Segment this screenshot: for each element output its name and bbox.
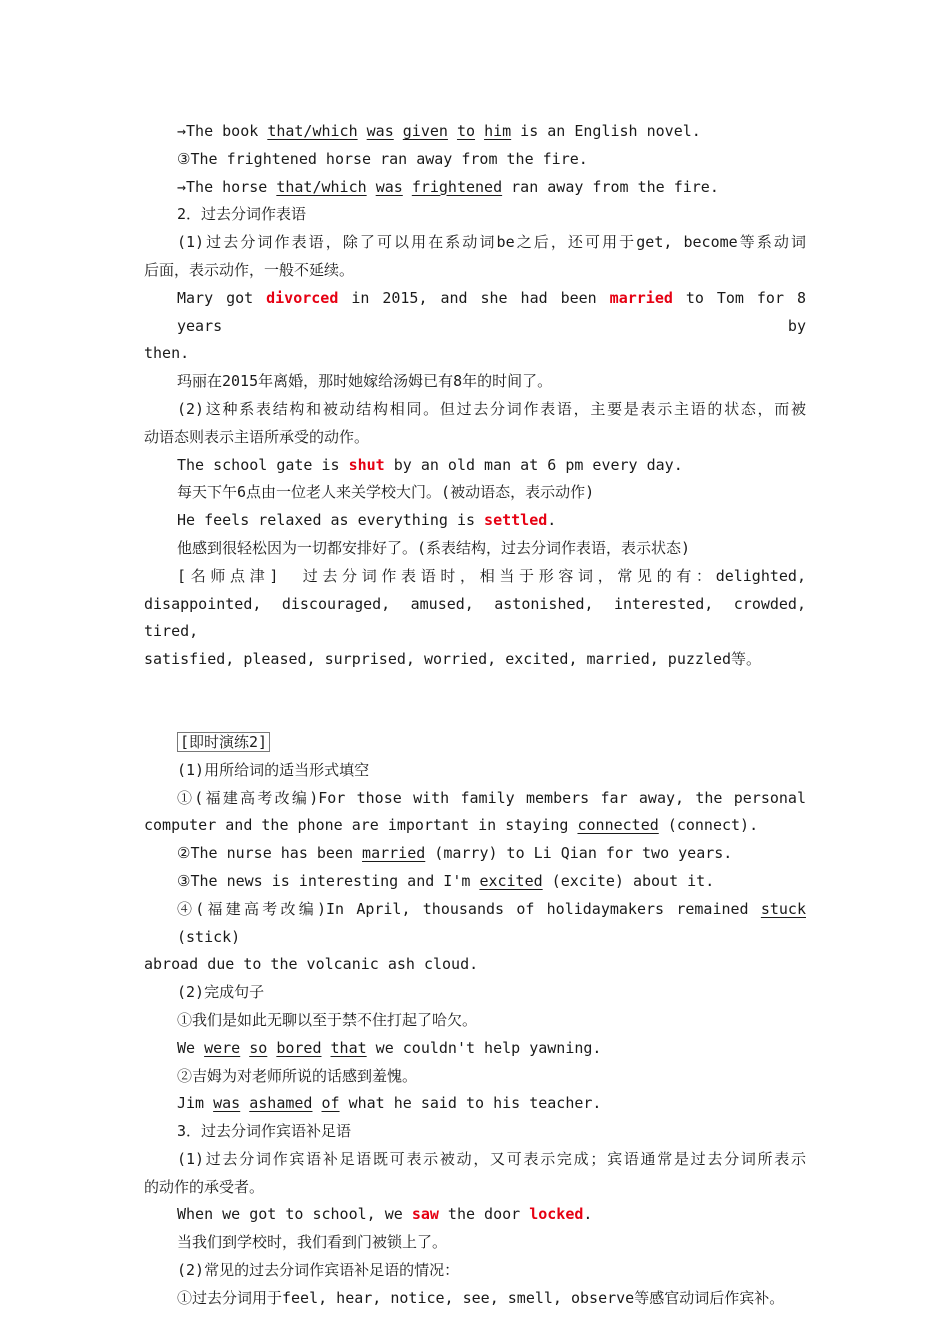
translation-line: 玛丽在2015年离婚，那时她嫁给汤姆已有8年的时间了。: [177, 372, 553, 391]
paragraph-line: ①过去分词用于feel, hear, notice, see, smell, observe等感官动词后作宾补。: [177, 1288, 785, 1307]
example-line: ③The frightened horse ran away from the fire.: [177, 149, 588, 168]
translation-line: 当我们到学校时，我们看到门被锁上了。: [177, 1233, 448, 1252]
teacher-tip-line: [名师点津] 过去分词作表语时，相当于形容词，常见的有：delighted,: [177, 566, 806, 585]
translation-line: 每天下午6点由一位老人来关学校大门。(被动语态，表示动作): [177, 483, 595, 502]
exercise-item: ④(福建高考改编)In April, thousands of holidaymakers remained stuck (stick): [177, 899, 806, 946]
exercise-item: Jim was ashamed of what he said to his teacher.: [177, 1094, 602, 1113]
exercise-heading: [即时演练2]: [144, 729, 806, 757]
translation-line: 他感到很轻松因为一切都安排好了。(系表结构，过去分词作表语，表示状态): [177, 538, 691, 557]
example-line: He feels relaxed as everything is settled.: [177, 511, 557, 530]
paragraph-line: (1)过去分词作宾语补足语既可表示被动，又可表示完成；宾语通常是过去分词所表示: [177, 1149, 806, 1168]
paragraph-line: 动语态则表示主语所承受的动作。: [144, 427, 370, 446]
translation-line: ②吉姆为对老师所说的话感到羞愧。: [177, 1066, 418, 1085]
exercise-item: ①(福建高考改编)For those with family members far away, the personal: [177, 788, 806, 807]
example-line: Mary got divorced in 2015, and she had been married to Tom for 8 years by: [177, 288, 806, 335]
exercise-instruction: (2)完成句子: [177, 983, 265, 1002]
example-line: When we got to school, we saw the door locked.: [177, 1205, 593, 1224]
teacher-tip-line: disappointed, discouraged, amused, astonished, interested, crowded, tired,: [144, 594, 806, 641]
translation-line: ①我们是如此无聊以至于禁不住打起了哈欠。: [177, 1010, 478, 1029]
exercise-item: ③The news is interesting and I'm excited (excite) about it.: [177, 871, 715, 890]
paragraph-line: (2)这种系表结构和被动结构相同。但过去分词作表语，主要是表示主语的状态，而被: [177, 399, 806, 418]
paragraph-line: (2)常见的过去分词作宾语补足语的情况：: [177, 1261, 460, 1280]
paragraph-line: (1)过去分词作表语，除了可以用在系动词be之后，还可用于get, become等系动词: [177, 233, 806, 252]
example-line: The school gate is shut by an old man at 6 pm every day.: [177, 455, 683, 474]
exercise-item: computer and the phone are important in staying connected (connect).: [144, 816, 759, 835]
teacher-tip-line: satisfied, pleased, surprised, worried, excited, married, puzzled等。: [144, 650, 761, 669]
example-line: then.: [144, 344, 190, 363]
exercise-item: We were so bored that we couldn't help yawning.: [177, 1038, 602, 1057]
paragraph-line: 后面，表示动作，一般不延续。: [144, 260, 355, 279]
paragraph-line: 的动作的承受者。: [144, 1177, 265, 1196]
example-line: →The horse that/which was frightened ran away from the fire.: [177, 177, 719, 196]
example-line: →The book that/which was given to him is an English novel.: [177, 122, 701, 140]
exercise-instruction: (1)用所给词的适当形式填空: [177, 760, 370, 779]
section-heading: 2．过去分词作表语: [177, 205, 307, 224]
section-heading: 3．过去分词作宾语补足语: [177, 1122, 352, 1141]
exercise-item: abroad due to the volcanic ash cloud.: [144, 955, 479, 974]
document-page: [144, 118, 806, 1313]
exercise-item: ②The nurse has been married (marry) to Li Qian for two years.: [177, 844, 733, 863]
